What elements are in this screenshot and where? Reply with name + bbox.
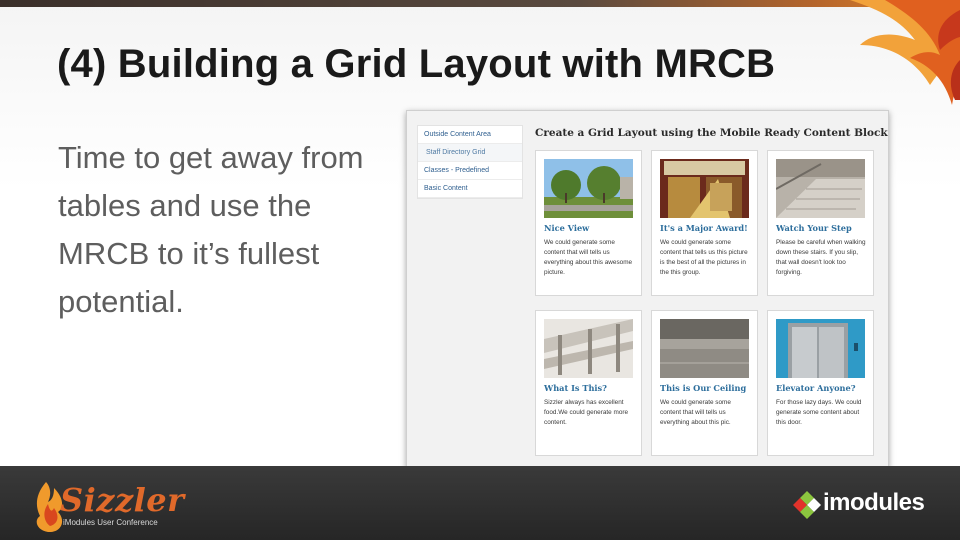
nav-item-classes-predefined[interactable]: Classes - Predefined <box>418 162 522 180</box>
nav-item-outside-content-area[interactable]: Outside Content Area <box>418 126 522 144</box>
card-title[interactable]: Watch Your Step <box>776 223 852 233</box>
card-description: We could generate some content that will tells us everything about this awesome picture. <box>544 239 633 276</box>
grid-card[interactable] <box>651 150 758 296</box>
embedded-screenshot <box>406 110 889 468</box>
nav-item-basic-content[interactable]: Basic Content <box>418 180 522 198</box>
card-title[interactable]: Elevator Anyone? <box>776 383 856 393</box>
nav-item-staff-directory-grid[interactable]: Staff Directory Grid <box>418 144 522 162</box>
trees-campus-photo <box>544 159 633 218</box>
slide-title: (4) Building a Grid Layout with MRCB <box>57 42 776 86</box>
card-description: Sizzler always has excellent food.We could generate more content. <box>544 399 629 426</box>
slide-body-text: Time to get away from tables and use the MRCB to it’s fullest potential. <box>58 140 364 319</box>
conference-subtitle: iModules User Conference <box>63 518 158 527</box>
card-title[interactable]: What Is This? <box>544 383 607 393</box>
card-description: We could generate some content that will tells us everything about this pic. <box>660 399 731 426</box>
side-navigation <box>417 125 523 199</box>
award-display-photo <box>660 159 749 218</box>
imodules-logo-icon <box>792 489 822 519</box>
grid-card[interactable] <box>651 310 758 456</box>
grid-card[interactable] <box>535 310 642 456</box>
grid-card[interactable] <box>767 310 874 456</box>
card-description: We could generate some content that tells us this picture is the best of all the pictures in the this group. <box>660 239 748 276</box>
card-title[interactable]: This is Our Ceiling <box>660 383 747 393</box>
grid-card[interactable] <box>767 150 874 296</box>
grid-card[interactable] <box>535 150 642 296</box>
stairs-photo <box>776 159 865 218</box>
imodules-logo-text: imodules <box>823 489 925 516</box>
card-description: Please be careful when walking down these stairs. If you slip, that wall doesn't look too forgiving. <box>776 239 866 276</box>
sizzler-logo-text: Sizzler <box>60 481 185 519</box>
ceiling-photo <box>660 319 749 378</box>
ceiling-beams-photo <box>544 319 633 378</box>
grid-heading: Create a Grid Layout using the Mobile Ready Content Block <box>535 127 888 139</box>
elevator-photo <box>776 319 865 378</box>
card-title[interactable]: Nice View <box>544 223 590 233</box>
card-description: For those lazy days. We could generate some content about this door. <box>776 399 862 426</box>
card-title[interactable]: It's a Major Award! <box>660 223 748 233</box>
